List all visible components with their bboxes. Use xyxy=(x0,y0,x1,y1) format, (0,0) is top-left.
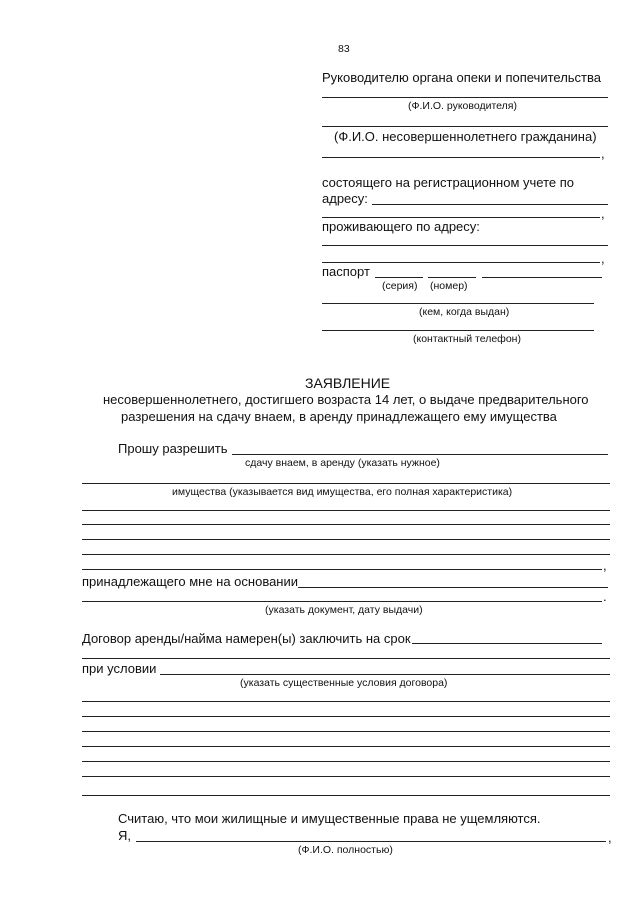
minor-name-line-2[interactable] xyxy=(322,157,600,158)
conditions-line-5[interactable] xyxy=(82,746,610,747)
passport-label: паспорт xyxy=(322,264,370,279)
full-name-caption: (Ф.И.О. полностью) xyxy=(298,844,393,856)
head-name-line[interactable] xyxy=(322,97,608,98)
document-caption: (указать документ, дату выдачи) xyxy=(265,604,423,616)
comma: , xyxy=(601,146,605,161)
i-label: Я, xyxy=(118,828,131,843)
owned-label: принадлежащего мне на основании xyxy=(82,574,299,589)
number-caption: (номер) xyxy=(430,280,468,292)
head-name-caption: (Ф.И.О. руководителя) xyxy=(408,100,517,112)
page-number: 83 xyxy=(338,43,350,55)
phone-line[interactable] xyxy=(322,330,594,331)
request-caption: сдачу внаем, в аренду (указать нужное) xyxy=(245,457,440,469)
passport-number-line[interactable] xyxy=(428,277,476,278)
property-caption: имущества (указывается вид имущества, его полная характеристика) xyxy=(172,486,513,498)
property-line[interactable] xyxy=(82,483,610,484)
rights-statement: Считаю, что мои жилищные и имущественные права не ущемляются. xyxy=(118,811,541,826)
registration-address-label: адресу: xyxy=(322,191,368,206)
residing-address-line[interactable] xyxy=(322,245,608,246)
conditions-line-4[interactable] xyxy=(82,731,610,732)
contract-term-line[interactable] xyxy=(412,643,602,644)
issued-caption: (кем, когда выдан) xyxy=(419,306,510,318)
owned-basis-line[interactable] xyxy=(298,587,608,588)
passport-series-line[interactable] xyxy=(375,277,423,278)
statement-subtitle-line2: разрешения на сдачу внаем, в аренду принадлежащего ему имущества xyxy=(121,409,557,424)
property-line-4[interactable] xyxy=(82,539,610,540)
full-name-line[interactable] xyxy=(136,841,606,842)
conditions-line[interactable] xyxy=(160,674,610,675)
statement-title: ЗАЯВЛЕНИЕ xyxy=(305,375,391,391)
minor-name-caption: (Ф.И.О. несовершеннолетнего гражданина) xyxy=(334,129,597,144)
conditions-line-6[interactable] xyxy=(82,761,610,762)
minor-name-line[interactable] xyxy=(322,126,608,127)
property-line-6[interactable] xyxy=(82,569,602,570)
conditions-label: при условии xyxy=(82,661,157,676)
phone-caption: (контактный телефон) xyxy=(413,333,521,345)
contract-label: Договор аренды/найма намерен(ы) заключить на срок xyxy=(82,631,411,646)
comma: , xyxy=(608,830,612,845)
statement-subtitle-line1: несовершеннолетнего, достигшего возраста 14 лет, о выдаче предварительного xyxy=(103,392,589,407)
request-line[interactable] xyxy=(232,454,608,455)
registration-address-line[interactable] xyxy=(372,204,608,205)
passport-issued-line[interactable] xyxy=(322,303,594,304)
series-caption: (серия) xyxy=(382,280,418,292)
property-line-3[interactable] xyxy=(82,524,610,525)
registration-label: состоящего на регистрационном учете по xyxy=(322,175,574,190)
comma: , xyxy=(603,558,607,573)
passport-extra-line[interactable] xyxy=(482,277,602,278)
request-label: Прошу разрешить xyxy=(118,441,228,456)
residing-address-line-2[interactable] xyxy=(322,262,600,263)
conditions-caption: (указать существенные условия договора) xyxy=(240,677,448,689)
property-line-5[interactable] xyxy=(82,554,610,555)
contract-line-2[interactable] xyxy=(82,658,610,659)
registration-address-line-2[interactable] xyxy=(322,217,600,218)
addressee-heading: Руководителю органа опеки и попечительства xyxy=(322,70,601,85)
comma: , xyxy=(601,251,605,266)
conditions-line-8[interactable] xyxy=(82,795,610,796)
conditions-line-2[interactable] xyxy=(82,701,610,702)
owned-basis-line-2[interactable] xyxy=(82,601,602,602)
period: . xyxy=(603,589,607,604)
property-line-2[interactable] xyxy=(82,510,610,511)
comma: , xyxy=(601,206,605,221)
conditions-line-3[interactable] xyxy=(82,716,610,717)
residing-label: проживающего по адресу: xyxy=(322,219,480,234)
conditions-line-7[interactable] xyxy=(82,776,610,777)
